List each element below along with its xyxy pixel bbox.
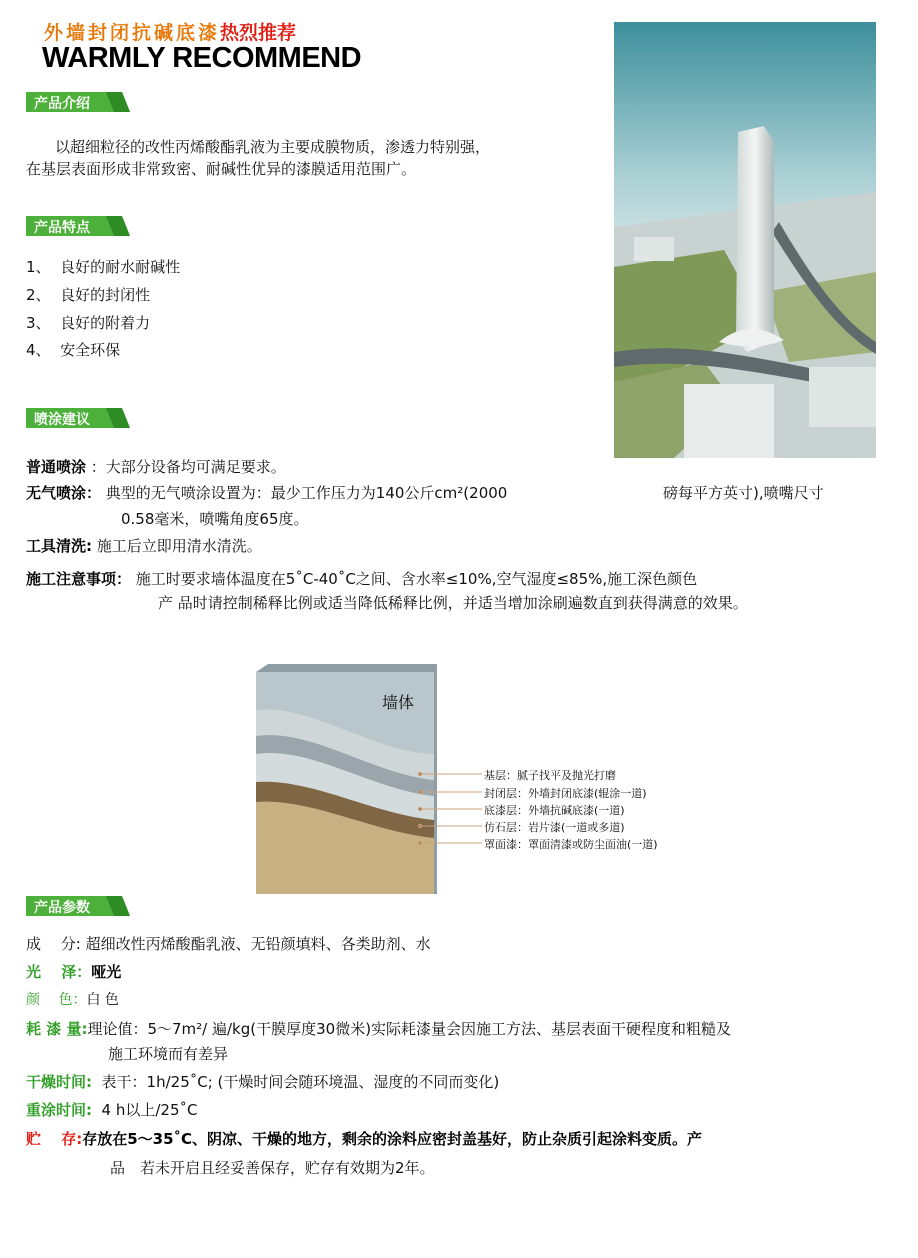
spray-clean <box>26 534 262 558</box>
wall-label: 墙体 <box>382 693 415 712</box>
param-usage-text-2: 施工环境而有差异 <box>108 1045 229 1063</box>
param-recoat-text: 4 h以上/25˚C <box>101 1101 198 1119</box>
spray-clean-text: 施工后立即用清水清洗。 <box>96 537 262 555</box>
layer-legend-item: 封闭层：外墙封闭底漆(辊涂一道) <box>484 787 647 800</box>
title-cn-red: 热烈推荐 <box>220 22 297 44</box>
param-storage-label: 贮 存: <box>26 1130 83 1148</box>
section-features-label: 产品特点 <box>34 220 90 236</box>
spray-airless-text-1: 典型的无气喷涂设置为：最少工作压力为140公斤cm²(2000 <box>105 484 508 502</box>
feature-item: 3、 良好的附着力 <box>26 314 151 332</box>
param-dry <box>26 1070 499 1094</box>
title-cn <box>44 18 296 45</box>
param-usage <box>26 1017 731 1041</box>
title-cn-orange: 外墙封闭抗碱底漆 <box>44 22 221 44</box>
param-dry-label: 干燥时间: <box>26 1073 92 1091</box>
section-intro-header <box>26 92 130 112</box>
section-params-header <box>26 896 130 916</box>
param-gloss <box>26 960 121 984</box>
layer-legend-item: 罩面漆：罩面清漆或防尘面油(一道) <box>484 838 658 851</box>
param-usage-label: 耗 漆 量: <box>26 1020 88 1038</box>
spray-clean-label: 工具清洗: <box>26 537 92 555</box>
section-spray-header <box>26 408 130 428</box>
spray-normal-text: ：大部分设备均可满足要求。 <box>90 458 286 476</box>
feature-item: 2、 良好的封闭性 <box>26 286 151 304</box>
param-storage <box>26 1127 702 1151</box>
title-en: WARMLY RECOMMEND <box>42 42 362 74</box>
feature-item: 1、 良好的耐水耐碱性 <box>26 258 181 276</box>
param-composition <box>26 932 431 956</box>
param-recoat-label: 重涂时间: <box>26 1101 92 1119</box>
spray-normal-label: 普通喷涂 <box>26 458 87 476</box>
spray-notes <box>26 567 697 591</box>
spray-notes-text-2: 产 品时请控制稀释比例或适当降低稀释比例，并适当增加涂刷遍数直到获得满意的效果。 <box>158 594 748 612</box>
feature-item: 4、 安全环保 <box>26 341 121 359</box>
layer-legend-item: 基层：腻子找平及抛光打磨 <box>484 769 616 782</box>
spray-notes-text-1: 施工时要求墙体温度在5˚C-40˚C之间、含水率≤10%,空气湿度≤85%,施工深色颜色 <box>135 570 698 588</box>
intro-line-1: 以超细粒径的改性丙烯酸酯乳液为主要成膜物质，渗透力特别强， <box>55 138 491 156</box>
section-spray-label: 喷涂建议 <box>34 412 90 428</box>
param-gloss-text: 哑光 <box>91 963 122 981</box>
param-recoat <box>26 1098 197 1122</box>
param-dry-text: 表干：1h/25˚C; (干燥时间会随环境温、湿度的不同而变化) <box>101 1073 500 1091</box>
param-storage-text-2: 品 若未开启且经妥善保存，贮存有效期为2年。 <box>110 1159 435 1177</box>
param-color-label: 颜 色： <box>26 992 87 1008</box>
param-usage-text-1: 理论值：5～7m²/ 遍/kg(干膜厚度30微米)实际耗漆量会因施工方法、基层表面干硬程度和粗糙及 <box>87 1020 732 1038</box>
param-storage-text-1: 存放在5～35˚C、阴凉、干燥的地方，剩余的涂料应密封盖基好，防止杂质引起涂料变质。产 <box>82 1130 703 1148</box>
param-composition-text: 超细改性丙烯酸酯乳液、无铅颜填料、各类助剂、水 <box>85 935 431 953</box>
spray-notes-label: 施工注意事项： <box>26 570 132 588</box>
spray-airless-text-2: 0.58毫米，喷嘴角度65度。 <box>121 510 309 528</box>
intro-line-2: 在基层表面形成非常致密、耐碱性优异的漆膜适用范围广。 <box>26 160 417 178</box>
section-features-header <box>26 216 130 236</box>
layer-legend-item: 仿石层：岩片漆(一道或多道) <box>484 821 625 834</box>
layer-legend-item: 底漆层：外墙抗碱底漆(一道) <box>484 804 625 817</box>
section-params-label: 产品参数 <box>34 900 90 916</box>
spray-normal <box>26 455 286 479</box>
param-composition-label: 成 分: <box>26 935 81 953</box>
wall-layer-diagram <box>252 662 682 894</box>
tower-image <box>614 22 876 458</box>
spray-airless-text-1b: 磅每平方英寸),喷嘴尺寸 <box>663 484 824 502</box>
param-gloss-label: 光 泽： <box>26 963 92 981</box>
param-color-text: 白 色 <box>86 992 119 1008</box>
section-intro-label: 产品介绍 <box>34 96 90 112</box>
spray-airless <box>26 481 507 505</box>
spray-airless-label: 无气喷涂： <box>26 484 102 502</box>
param-color <box>26 990 119 1010</box>
